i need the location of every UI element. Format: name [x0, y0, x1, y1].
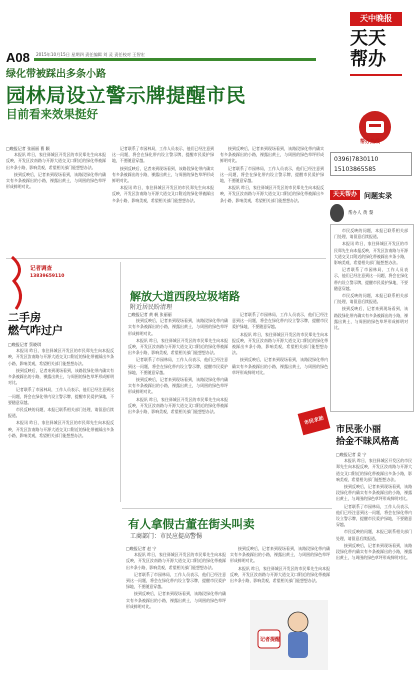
brief-right-paragraph: 接到反映后，记者来到现场看到，该路段绿化带内确实有多条被踩出的小路，裸露出黄土，与周围的绿色草坪形成鲜明对比。: [336, 542, 412, 561]
lead-subhead: 目前看来效果挺好: [6, 107, 98, 121]
brief-left-paragraph: 接到反映后，记者来到现场看到，该路段绿化带内确实有多条被踩出的小路，裸露出黄土，与周围的绿色草坪形成鲜明对比。: [8, 367, 114, 386]
mid-paragraph: 接到反映后，记者来到现场看到，该路段绿化带内确实有多条被踩出的小路，裸露出黄土，与周围的绿色草坪形成鲜明对比。: [232, 357, 328, 375]
lead-paragraph: 本报讯 昨日，家住驿城区开发区的市民郑先生向本报反映，开发区汝南路与开源大道交叉口附近的绿化带被踩出多条小路，影响美观，希望相关部门能想想办法。: [220, 185, 324, 203]
headline-strip: [34, 58, 316, 61]
photo-column-header: [330, 190, 412, 226]
brief-left-title: 二手房 燃气咋过户: [8, 311, 63, 337]
mid-paragraph: 接到反映后，记者来到现场看到，该路段绿化带内确实有多条被踩出的小路，裸露出黄土，与周围的绿色草坪形成鲜明对比。: [128, 377, 228, 395]
brief-right-tag: 市民求助: [298, 407, 331, 435]
bottom-headline: 有人拿假古董在街头叫卖: [128, 517, 255, 531]
brief-left-paragraph: 本报讯 昨日，家住驿城区开发区的市民郑先生向本报反映，开发区汝南路与开源大道交叉口附近的绿化带被踩出多条小路，影响美观，希望相关部门能想想办法。: [8, 420, 114, 438]
mid-subhead: 附近居民盼清理: [130, 304, 173, 311]
mid-column-1: [128, 312, 228, 506]
column-name: 天天帮办: [350, 28, 386, 70]
mid-paragraph: 本报讯 昨日，家住驿城区开发区的市民郑先生向本报反映，开发区汝南路与开源大道交叉口附近的绿化带被踩出多条小路，影响美观，希望相关部门能想想办法。: [128, 337, 228, 356]
brief-right-paragraph: 本报讯 昨日，家住驿城区开发区的市民郑先生向本报反映，开发区汝南路与开源大道交叉口附近的绿化带被踩出多条小路，影响美观，希望相关部门能想想办法。: [336, 458, 412, 482]
logo-underline: [350, 74, 402, 76]
page-number: A08: [6, 50, 30, 65]
side-notice-paragraph: 本报讯 昨日，家住驿城区开发区的市民郑先生向本报反映，开发区汝南路与开源大道交叉口附近的绿化带被踩出多条小路，影响美观，希望相关部门能想想办法。: [334, 241, 408, 266]
brand-name: 天中晚报: [350, 12, 402, 26]
bottom-subhead: 工商部门：市民应提高警惕: [130, 533, 203, 540]
lead-kicker: 绿化带被踩出多条小路: [6, 69, 106, 80]
photo-column-tag: 天天帮办: [330, 190, 360, 200]
brief-left-paragraph: 本报讯 昨日，家住驿城区开发区的市民郑先生向本报反映，开发区汝南路与开源大道交叉口附近的绿化带被踩出多条小路，影响美观，希望相关部门能想想办法。: [8, 348, 114, 366]
side-notice-paragraph: 记者联系了市园林局，工作人员表示，他们已经注意到这一问题，将会在绿化带内设立警示牌，提醒市民爱护绿地，不要随意穿越。: [334, 267, 408, 291]
side-notice-paragraph: 市民反映的问题，本报已联系相关部门处理，请留意后续报道。: [334, 228, 408, 240]
mid-paragraph: 本报讯 昨日，家住驿城区开发区的市民郑先生向本报反映，开发区汝南路与开源大道交叉口附近的绿化带被踩出多条小路，影响美观，希望相关部门能想想办法。: [232, 331, 328, 356]
lead-paragraph: 记者联系了市园林局，工作人员表示，他们已经注意到这一问题，将会在绿化带内设立警示牌，提醒市民爱护绿地，不要随意穿越。: [220, 165, 324, 184]
bottom-column-1: [126, 546, 226, 672]
brief-left-body: [8, 342, 114, 500]
lead-column-1: [6, 146, 106, 242]
mid-paragraph: 记者联系了市园林局，工作人员表示，他们已经注意到这一问题，将会在绿化带内设立警示牌，提醒市民爱护绿地，不要随意穿越。: [128, 357, 228, 375]
side-notice-paragraph: 市民反映的问题，本报已联系相关部门处理，请留意后续报道。: [334, 293, 408, 305]
brief-right-paragraph: 记者联系了市园林局，工作人员表示，他们已经注意到这一问题，将会在绿化带内设立警示牌，提醒市民爱护绿地，不要随意穿越。: [336, 503, 412, 528]
side-notice-text: [334, 228, 408, 406]
bottom-byline: □晚报记者 赵 宁: [126, 546, 157, 551]
mid-paragraph: 接到反映后，记者来到现场看到，该路段绿化带内确实有多条被踩出的小路，裸露出黄土，与周围的绿色草坪形成鲜明对比。: [128, 318, 228, 336]
lead-column-2: [112, 146, 214, 256]
cartoon-tag: 记者提醒: [260, 637, 281, 643]
lead-paragraph: 接到反映后，记者来到现场看到，该路段绿化带内确实有多条被踩出的小路，裸露出黄土，与周围的绿色草坪形成鲜明对比。: [6, 171, 106, 190]
lead-headline: 园林局设立警示牌提醒市民: [6, 84, 247, 107]
mid-byline: □晚报记者 黄 帆 张丽丽: [128, 312, 172, 317]
bottom-paragraph: 本报讯 昨日，家住驿城区开发区的市民郑先生向本报反映，开发区汝南路与开源大道交叉口附近的绿化带被踩出多条小路，影响美观，希望相关部门能想想办法。: [126, 552, 226, 570]
side-notice-title: 问题实录: [364, 192, 392, 200]
brief-right-paragraph: 市民反映的问题，本报已联系相关部门处理，请留意后续报道。: [336, 529, 412, 541]
bottom-paragraph: 接到反映后，记者来到现场看到，该路段绿化带内确实有多条被踩出的小路，裸露出黄土，与周围的绿色草坪形成鲜明对比。: [230, 546, 330, 564]
section-divider: [6, 258, 326, 259]
hotline-box: [330, 152, 412, 176]
bottom-column-2: [230, 546, 330, 596]
lead-paragraph: 记者联系了市园林局，工作人员表示，他们已经注意到这一问题，将会在绿化带内设立警示牌，提醒市民爱护绿地，不要随意穿越。: [112, 146, 214, 164]
cartoon-illustration: [250, 600, 328, 670]
brief-left-paragraph: 市民反映的问题，本报已联系相关部门处理，请留意后续报道。: [8, 407, 114, 419]
lead-column-3: [220, 146, 324, 256]
lead-paragraph: 接到反映后，记者来到现场看到，该路段绿化带内确实有多条被踩出的小路，裸露出黄土，与周围的绿色草坪形成鲜明对比。: [220, 146, 324, 164]
photo-column-caption: 帮办人 黄 黎: [348, 211, 374, 216]
side-notice-paragraph: 接到反映后，记者来到现场看到，该路段绿化带内确实有多条被踩出的小路，裸露出黄土，与周围的绿色草坪形成鲜明对比。: [334, 306, 408, 331]
brief-left-phone: 13839659110: [30, 274, 65, 279]
brief-right-paragraph: 接到反映后，记者来到现场看到，该路段绿化带内确实有多条被踩出的小路，裸露出黄土，与周围的绿色草坪形成鲜明对比。: [336, 484, 412, 502]
brief-right-title: 市民张小丽 拾金不昧风格高: [336, 425, 400, 447]
side-notice-box: [330, 224, 414, 412]
brief-left-tag: 记者调查: [30, 266, 53, 272]
brief-right-byline: □晚报记者 姜 宁: [336, 452, 367, 457]
ribbon-icon: [10, 255, 28, 311]
lead-paragraph: 本报讯 昨日，家住驿城区开发区的市民郑先生向本报反映，开发区汝南路与开源大道交叉口附近的绿化带被踩出多条小路，影响美观，希望相关部门能想想办法。: [6, 152, 106, 170]
mid-column-2: [232, 312, 328, 422]
brief-left-paragraph: 记者联系了市园林局，工作人员表示，他们已经注意到这一问题，将会在绿化带内设立警示牌，提醒市民爱护绿地，不要随意穿越。: [8, 387, 114, 405]
brief-left-byline: □晚报记者 蔡晓琪: [8, 342, 42, 347]
lead-paragraph: 接到反映后，记者来到现场看到，该路段绿化带内确实有多条被踩出的小路，裸露出黄土，与周围的绿色草坪形成鲜明对比。: [112, 165, 214, 184]
mid-paragraph: 本报讯 昨日，家住驿城区开发区的市民郑先生向本报反映，开发区汝南路与开源大道交叉口附近的绿化带被踩出多条小路，影响美观，希望相关部门能想想办法。: [128, 396, 228, 415]
section-divider: [122, 508, 332, 509]
bottom-paragraph: 本报讯 昨日，家住驿城区开发区的市民郑先生向本报反映，开发区汝南路与开源大道交叉口附近的绿化带被踩出多条小路，影响美观，希望相关部门能想想办法。: [230, 565, 330, 584]
hotline-phone-1: 0396)7830110: [334, 156, 379, 163]
brief-right-body: [336, 452, 412, 672]
column-divider: [120, 262, 121, 502]
bottom-paragraph: 记者联系了市园林局，工作人员表示，他们已经注意到这一问题，将会在绿化带内设立警示牌，提醒市民爱护绿地，不要随意穿越。: [126, 571, 226, 590]
hotline-phone-2: 15103865585: [334, 166, 376, 173]
hotline-label: 帮办热线: [359, 139, 380, 145]
lead-byline: □晚报记者 张丽丽 曹 颖: [6, 146, 50, 151]
reporter-avatar: [330, 204, 344, 222]
bottom-paragraph: 接到反映后，记者来到现场看到，该路段绿化带内确实有多条被踩出的小路，裸露出黄土，与周围的绿色草坪形成鲜明对比。: [126, 591, 226, 609]
cartoon-figure-icon: [250, 600, 328, 670]
mid-headline: 解放大道西段垃圾堵路: [130, 290, 240, 303]
lead-paragraph: 本报讯 昨日，家住驿城区开发区的市民郑先生向本报反映，开发区汝南路与开源大道交叉口附近的绿化带被踩出多条小路，影响美观，希望相关部门能想想办法。: [112, 185, 214, 203]
page-meta: 2015年10月15日 星期四 责任编辑 刘 灵 责任校对 王智宏: [36, 52, 145, 57]
mid-paragraph: 记者联系了市园林局，工作人员表示，他们已经注意到这一问题，将会在绿化带内设立警示牌，提醒市民爱护绿地，不要随意穿越。: [232, 312, 328, 330]
